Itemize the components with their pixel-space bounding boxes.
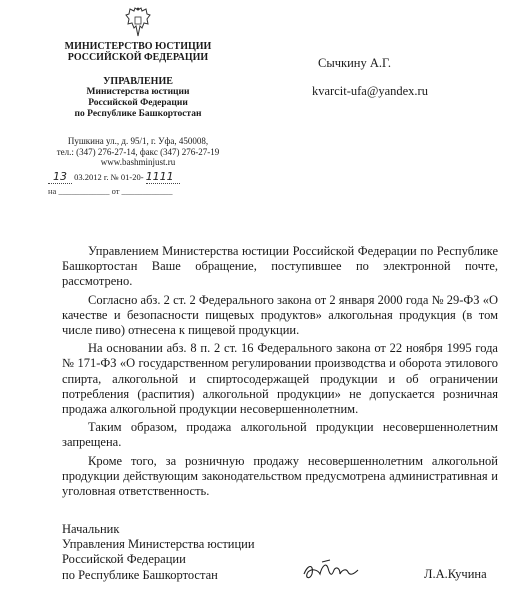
recipient-name: Сычкину А.Г. — [318, 56, 391, 70]
ref-number: 1111 — [146, 170, 180, 184]
paragraph: На основании абз. 8 п. 2 ст. 16 Федерального закона от 22 ноября 1995 года № 171-ФЗ «О государственном регулировании производства и оборота этилового спирта, алкогольной и спиртосодержащей продукции и об ограничении потребления (распития) алкогольной продукции» не допускается розничная продажа алкогольной продукции несовершеннолетним. — [62, 341, 498, 417]
handwritten-signature — [300, 556, 370, 584]
paragraph: Согласно абз. 2 ст. 2 Федерального закона от 2 января 2000 года № 29-ФЗ «О качестве и безопасности пищевых продуктов» алкогольная продукция (в том числе пиво) отнесена к пищевой продукции. — [62, 292, 498, 338]
paragraph: Управлением Министерства юстиции Российской Федерации по Республике Башкортостан Ваше обращение, поступившее по электронной почте, рассмотрено. — [62, 244, 498, 289]
ref-date-rest: 03.2012 г. № 01-20- — [74, 172, 144, 182]
recipient-email: kvarcit-ufa@yandex.ru — [312, 84, 428, 98]
letter-body — [62, 244, 498, 502]
coat-of-arms-icon — [125, 6, 151, 38]
reference-date-line — [48, 170, 180, 184]
ref-day: 13 — [48, 170, 72, 184]
paragraph: Таким образом, продажа алкогольной продукции несовершеннолетним запрещена. — [62, 420, 498, 450]
paragraph: Кроме того, за розничную продажу несовершеннолетним алкогольной продукции действующим законодательством предусмотрена административная и уголовная ответственность. — [62, 453, 498, 499]
signatory-position: Начальник Управления Министерства юстиции Российской Федерации по Республике Башкортостан — [62, 522, 255, 582]
ministry-title: МИНИСТЕРСТВО ЮСТИЦИИ РОССИЙСКОЙ ФЕДЕРАЦИИ — [64, 41, 212, 63]
signatory-name: Л.А.Кучина — [424, 567, 487, 581]
department-title: УПРАВЛЕНИЕ Министерства юстиции Российской Федерации по Республике Башкортостан — [74, 76, 202, 119]
reference-template-line: на ____________ от ____________ — [48, 186, 173, 196]
address-block: Пушкина ул., д. 95/1, г. Уфа, 450008, тел.: (347) 276-27-14, факс (347) 276-27-19 www.bashminjust.ru — [56, 136, 220, 167]
